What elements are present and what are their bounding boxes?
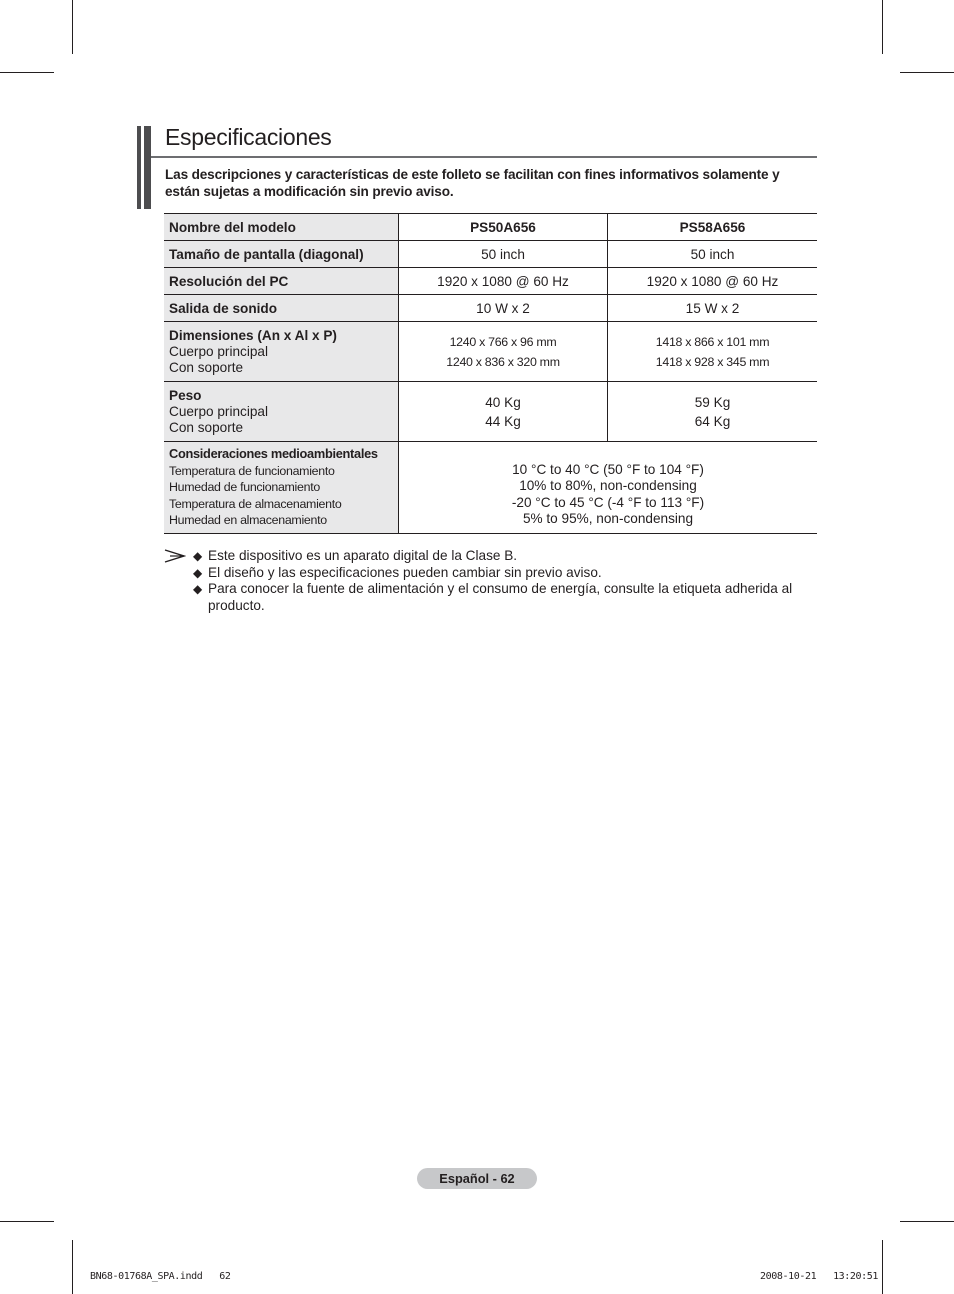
table-row-resolution bbox=[164, 268, 817, 295]
model1-name: PS50A656 bbox=[399, 214, 608, 241]
specifications-table bbox=[164, 213, 817, 534]
note-arrow-icon bbox=[164, 549, 186, 563]
crop-mark bbox=[900, 1221, 954, 1222]
dimensions-model2-stand: 1418 x 928 x 345 mm bbox=[655, 354, 770, 369]
dimensions-body-label: Cuerpo principal bbox=[169, 343, 268, 359]
crop-mark bbox=[882, 1240, 883, 1294]
print-slug-datetime: 2008-10-21 13:20:51 bbox=[760, 1271, 879, 1282]
page-title: Especificaciones bbox=[165, 124, 332, 150]
crop-mark bbox=[882, 0, 883, 54]
table-row-screen bbox=[164, 241, 817, 268]
dimensions-model1-body: 1240 x 766 x 96 mm bbox=[449, 334, 557, 349]
table-row-weight bbox=[164, 382, 817, 442]
dimensions-label-cell bbox=[164, 322, 399, 382]
print-slug-file: BN68-01768A_SPA.indd 62 bbox=[90, 1271, 231, 1282]
sound-output-model2: 15 W x 2 bbox=[608, 295, 818, 322]
table-row-sound bbox=[164, 295, 817, 322]
screen-size-model1: 50 inch bbox=[399, 241, 608, 268]
note-item bbox=[193, 565, 824, 582]
intro-text: Las descripciones y características de este folleto se facilitan con fines informativos solamente y están sujetas a modificación sin previo aviso. bbox=[165, 167, 780, 199]
crop-mark bbox=[0, 1221, 54, 1222]
table-row-header bbox=[164, 214, 817, 241]
resolution-model2: 1920 x 1080 @ 60 Hz bbox=[608, 268, 818, 295]
operating-temperature-label: Temperatura de funcionamiento bbox=[169, 463, 335, 478]
table-row-dimensions bbox=[164, 322, 817, 382]
sound-output-label: Salida de sonido bbox=[164, 295, 399, 322]
environment-label-cell bbox=[164, 442, 399, 534]
screen-size-label: Tamaño de pantalla (diagonal) bbox=[164, 241, 399, 268]
environment-label: Consideraciones medioambientales bbox=[169, 446, 378, 462]
weight-label: Peso bbox=[169, 387, 202, 403]
weight-model2-cell bbox=[608, 382, 818, 442]
operating-humidity-label: Humedad de funcionamiento bbox=[169, 480, 320, 495]
operating-temperature-value: 10 °C to 40 °C (50 °F to 104 °F) bbox=[512, 461, 704, 477]
diamond-bullet-icon: ◆ bbox=[193, 582, 203, 596]
model2-name: PS58A656 bbox=[608, 214, 818, 241]
storage-humidity-value: 5% to 95%, non-condensing bbox=[522, 511, 694, 526]
heading-bar bbox=[144, 126, 151, 209]
title-rule bbox=[151, 156, 817, 158]
weight-model2-body: 59 Kg bbox=[694, 394, 731, 410]
weight-model1-cell bbox=[399, 382, 608, 442]
operating-humidity-value: 10% to 80%, non-condensing bbox=[519, 478, 697, 493]
storage-humidity-label: Humedad en almacenamiento bbox=[169, 513, 327, 528]
note-text: Para conocer la fuente de alimentación y el consumo de energía, consulte la etiqueta adherida al producto. bbox=[208, 581, 793, 613]
crop-mark bbox=[72, 1240, 73, 1294]
crop-mark bbox=[72, 0, 73, 54]
model-name-label: Nombre del modelo bbox=[164, 214, 399, 241]
screen-size-model2: 50 inch bbox=[608, 241, 818, 268]
table-row-environment bbox=[164, 442, 817, 534]
weight-body-label: Cuerpo principal bbox=[169, 403, 268, 419]
storage-temperature-value: -20 °C to 45 °C (-4 °F to 113 °F) bbox=[511, 494, 705, 510]
diamond-bullet-icon: ◆ bbox=[193, 549, 203, 563]
crop-mark bbox=[900, 72, 954, 73]
environment-values-cell bbox=[399, 442, 818, 534]
notes-list bbox=[164, 548, 824, 614]
weight-model2-stand: 64 Kg bbox=[694, 413, 731, 429]
resolution-label: Resolución del PC bbox=[164, 268, 399, 295]
weight-label-cell bbox=[164, 382, 399, 442]
note-text: El diseño y las especificaciones pueden cambiar sin previo aviso. bbox=[208, 564, 602, 580]
dimensions-model1-stand: 1240 x 836 x 320 mm bbox=[446, 354, 560, 369]
weight-stand-label: Con soporte bbox=[169, 419, 244, 435]
weight-model1-stand: 44 Kg bbox=[485, 413, 521, 429]
crop-mark bbox=[0, 72, 54, 73]
storage-temperature-label: Temperatura de almacenamiento bbox=[169, 496, 342, 511]
note-item bbox=[193, 548, 824, 565]
note-item bbox=[193, 581, 824, 614]
heading-bar bbox=[137, 126, 141, 209]
dimensions-model2-body: 1418 x 866 x 101 mm bbox=[655, 334, 770, 349]
diamond-bullet-icon: ◆ bbox=[193, 565, 203, 580]
resolution-model1: 1920 x 1080 @ 60 Hz bbox=[399, 268, 608, 295]
dimensions-label: Dimensiones (An x Al x P) bbox=[169, 327, 337, 343]
page-number-badge: Español - 62 bbox=[417, 1168, 537, 1189]
weight-model1-body: 40 Kg bbox=[485, 394, 521, 410]
sound-output-model1: 10 W x 2 bbox=[399, 295, 608, 322]
notes-section bbox=[164, 548, 824, 614]
note-text: Este dispositivo es un aparato digital de la Clase B. bbox=[208, 548, 518, 563]
dimensions-stand-label: Con soporte bbox=[169, 359, 244, 375]
dimensions-model2-cell bbox=[608, 322, 818, 382]
dimensions-model1-cell bbox=[399, 322, 608, 382]
